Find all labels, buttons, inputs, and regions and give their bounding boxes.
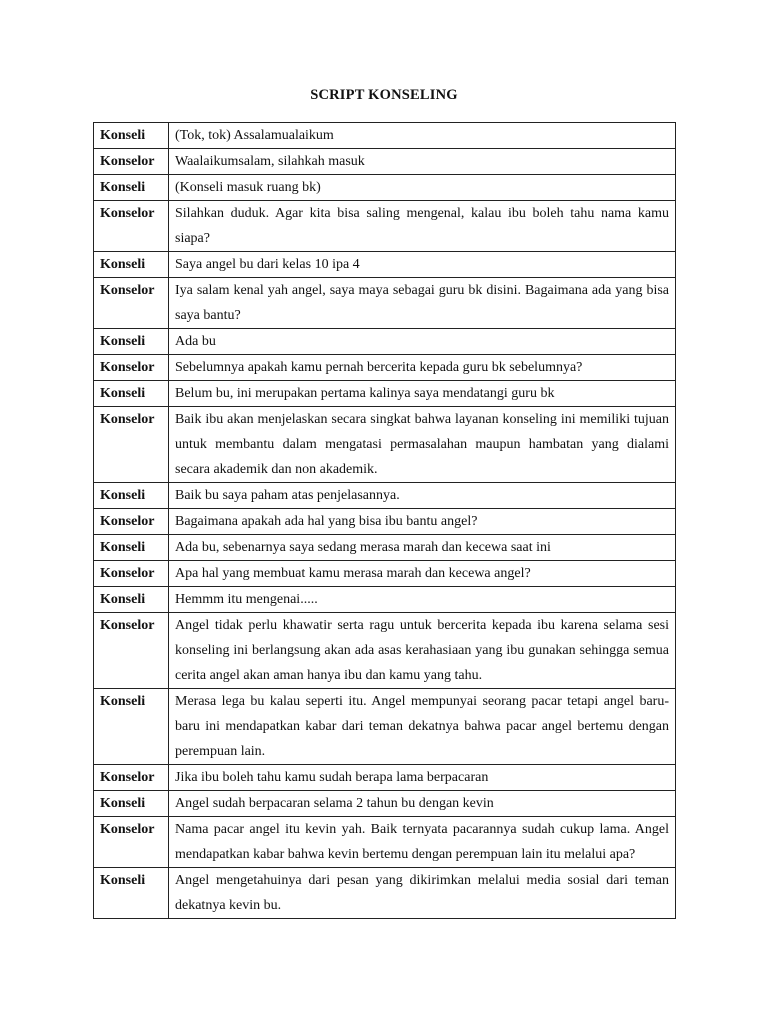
utterance-cell: Ada bu, sebenarnya saya sedang merasa marah dan kecewa saat ini [169,535,676,561]
table-row [94,587,676,613]
utterance-cell: Nama pacar angel itu kevin yah. Baik ternyata pacarannya sudah cukup lama. Angel mendapatkan kabar bahwa kevin bertemu dengan perempuan lain itu melalui apa? [169,817,676,868]
utterance-cell: Jika ibu boleh tahu kamu sudah berapa lama berpacaran [169,765,676,791]
table-row [94,817,676,868]
speaker-cell: Konseli [94,175,169,201]
table-row [94,278,676,329]
table-row [94,613,676,689]
speaker-cell: Konselor [94,407,169,483]
table-row [94,509,676,535]
utterance-cell: Silahkan duduk. Agar kita bisa saling mengenal, kalau ibu boleh tahu nama kamu siapa? [169,201,676,252]
speaker-cell: Konseli [94,689,169,765]
utterance-cell: Belum bu, ini merupakan pertama kalinya saya mendatangi guru bk [169,381,676,407]
table-row [94,689,676,765]
table-row [94,791,676,817]
speaker-cell: Konseli [94,868,169,919]
speaker-cell: Konselor [94,201,169,252]
table-row [94,252,676,278]
speaker-cell: Konseli [94,587,169,613]
utterance-cell: Baik ibu akan menjelaskan secara singkat bahwa layanan konseling ini memiliki tujuan untuk membantu dalam mengatasi permasalahan maupun hambatan yang dialami secara akademik dan non akademik. [169,407,676,483]
table-row [94,381,676,407]
speaker-cell: Konselor [94,817,169,868]
speaker-cell: Konselor [94,561,169,587]
table-row [94,149,676,175]
utterance-cell: Saya angel bu dari kelas 10 ipa 4 [169,252,676,278]
speaker-cell: Konselor [94,355,169,381]
speaker-cell: Konseli [94,483,169,509]
utterance-cell: Merasa lega bu kalau seperti itu. Angel mempunyai seorang pacar tetapi angel baru-baru ini mendapatkan kabar dari teman dekatnya bahwa pacar angel bertemu dengan perempuan lain. [169,689,676,765]
utterance-cell: Hemmm itu mengenai..... [169,587,676,613]
utterance-cell: Angel tidak perlu khawatir serta ragu untuk bercerita kepada ibu karena selama sesi konseling ini berlangsung akan ada asas kerahasiaan yang ibu gunakan sehingga semua cerita angel akan aman hanya ibu dan kamu yang tahu. [169,613,676,689]
speaker-cell: Konselor [94,509,169,535]
utterance-cell: (Tok, tok) Assalamualaikum [169,123,676,149]
utterance-cell: Bagaimana apakah ada hal yang bisa ibu bantu angel? [169,509,676,535]
table-row [94,175,676,201]
dialogue-table-body [94,123,676,919]
table-row [94,123,676,149]
utterance-cell: Angel sudah berpacaran selama 2 tahun bu dengan kevin [169,791,676,817]
dialogue-table [93,122,676,919]
table-row [94,329,676,355]
table-row [94,407,676,483]
utterance-cell: Waalaikumsalam, silahkah masuk [169,149,676,175]
utterance-cell: Angel mengetahuinya dari pesan yang dikirimkan melalui media sosial dari teman dekatnya kevin bu. [169,868,676,919]
speaker-cell: Konselor [94,278,169,329]
speaker-cell: Konseli [94,791,169,817]
speaker-cell: Konseli [94,381,169,407]
speaker-cell: Konselor [94,765,169,791]
utterance-cell: Apa hal yang membuat kamu merasa marah dan kecewa angel? [169,561,676,587]
utterance-cell: Sebelumnya apakah kamu pernah bercerita kepada guru bk sebelumnya? [169,355,676,381]
document-title: SCRIPT KONSELING [310,87,458,103]
speaker-cell: Konseli [94,329,169,355]
table-row [94,868,676,919]
table-row [94,765,676,791]
utterance-cell: (Konseli masuk ruang bk) [169,175,676,201]
table-row [94,483,676,509]
utterance-cell: Iya salam kenal yah angel, saya maya sebagai guru bk disini. Bagaimana ada yang bisa saya bantu? [169,278,676,329]
speaker-cell: Konselor [94,613,169,689]
speaker-cell: Konselor [94,149,169,175]
utterance-cell: Ada bu [169,329,676,355]
utterance-cell: Baik bu saya paham atas penjelasannya. [169,483,676,509]
speaker-cell: Konseli [94,252,169,278]
table-row [94,201,676,252]
table-row [94,535,676,561]
speaker-cell: Konseli [94,123,169,149]
speaker-cell: Konseli [94,535,169,561]
table-row [94,561,676,587]
table-row [94,355,676,381]
